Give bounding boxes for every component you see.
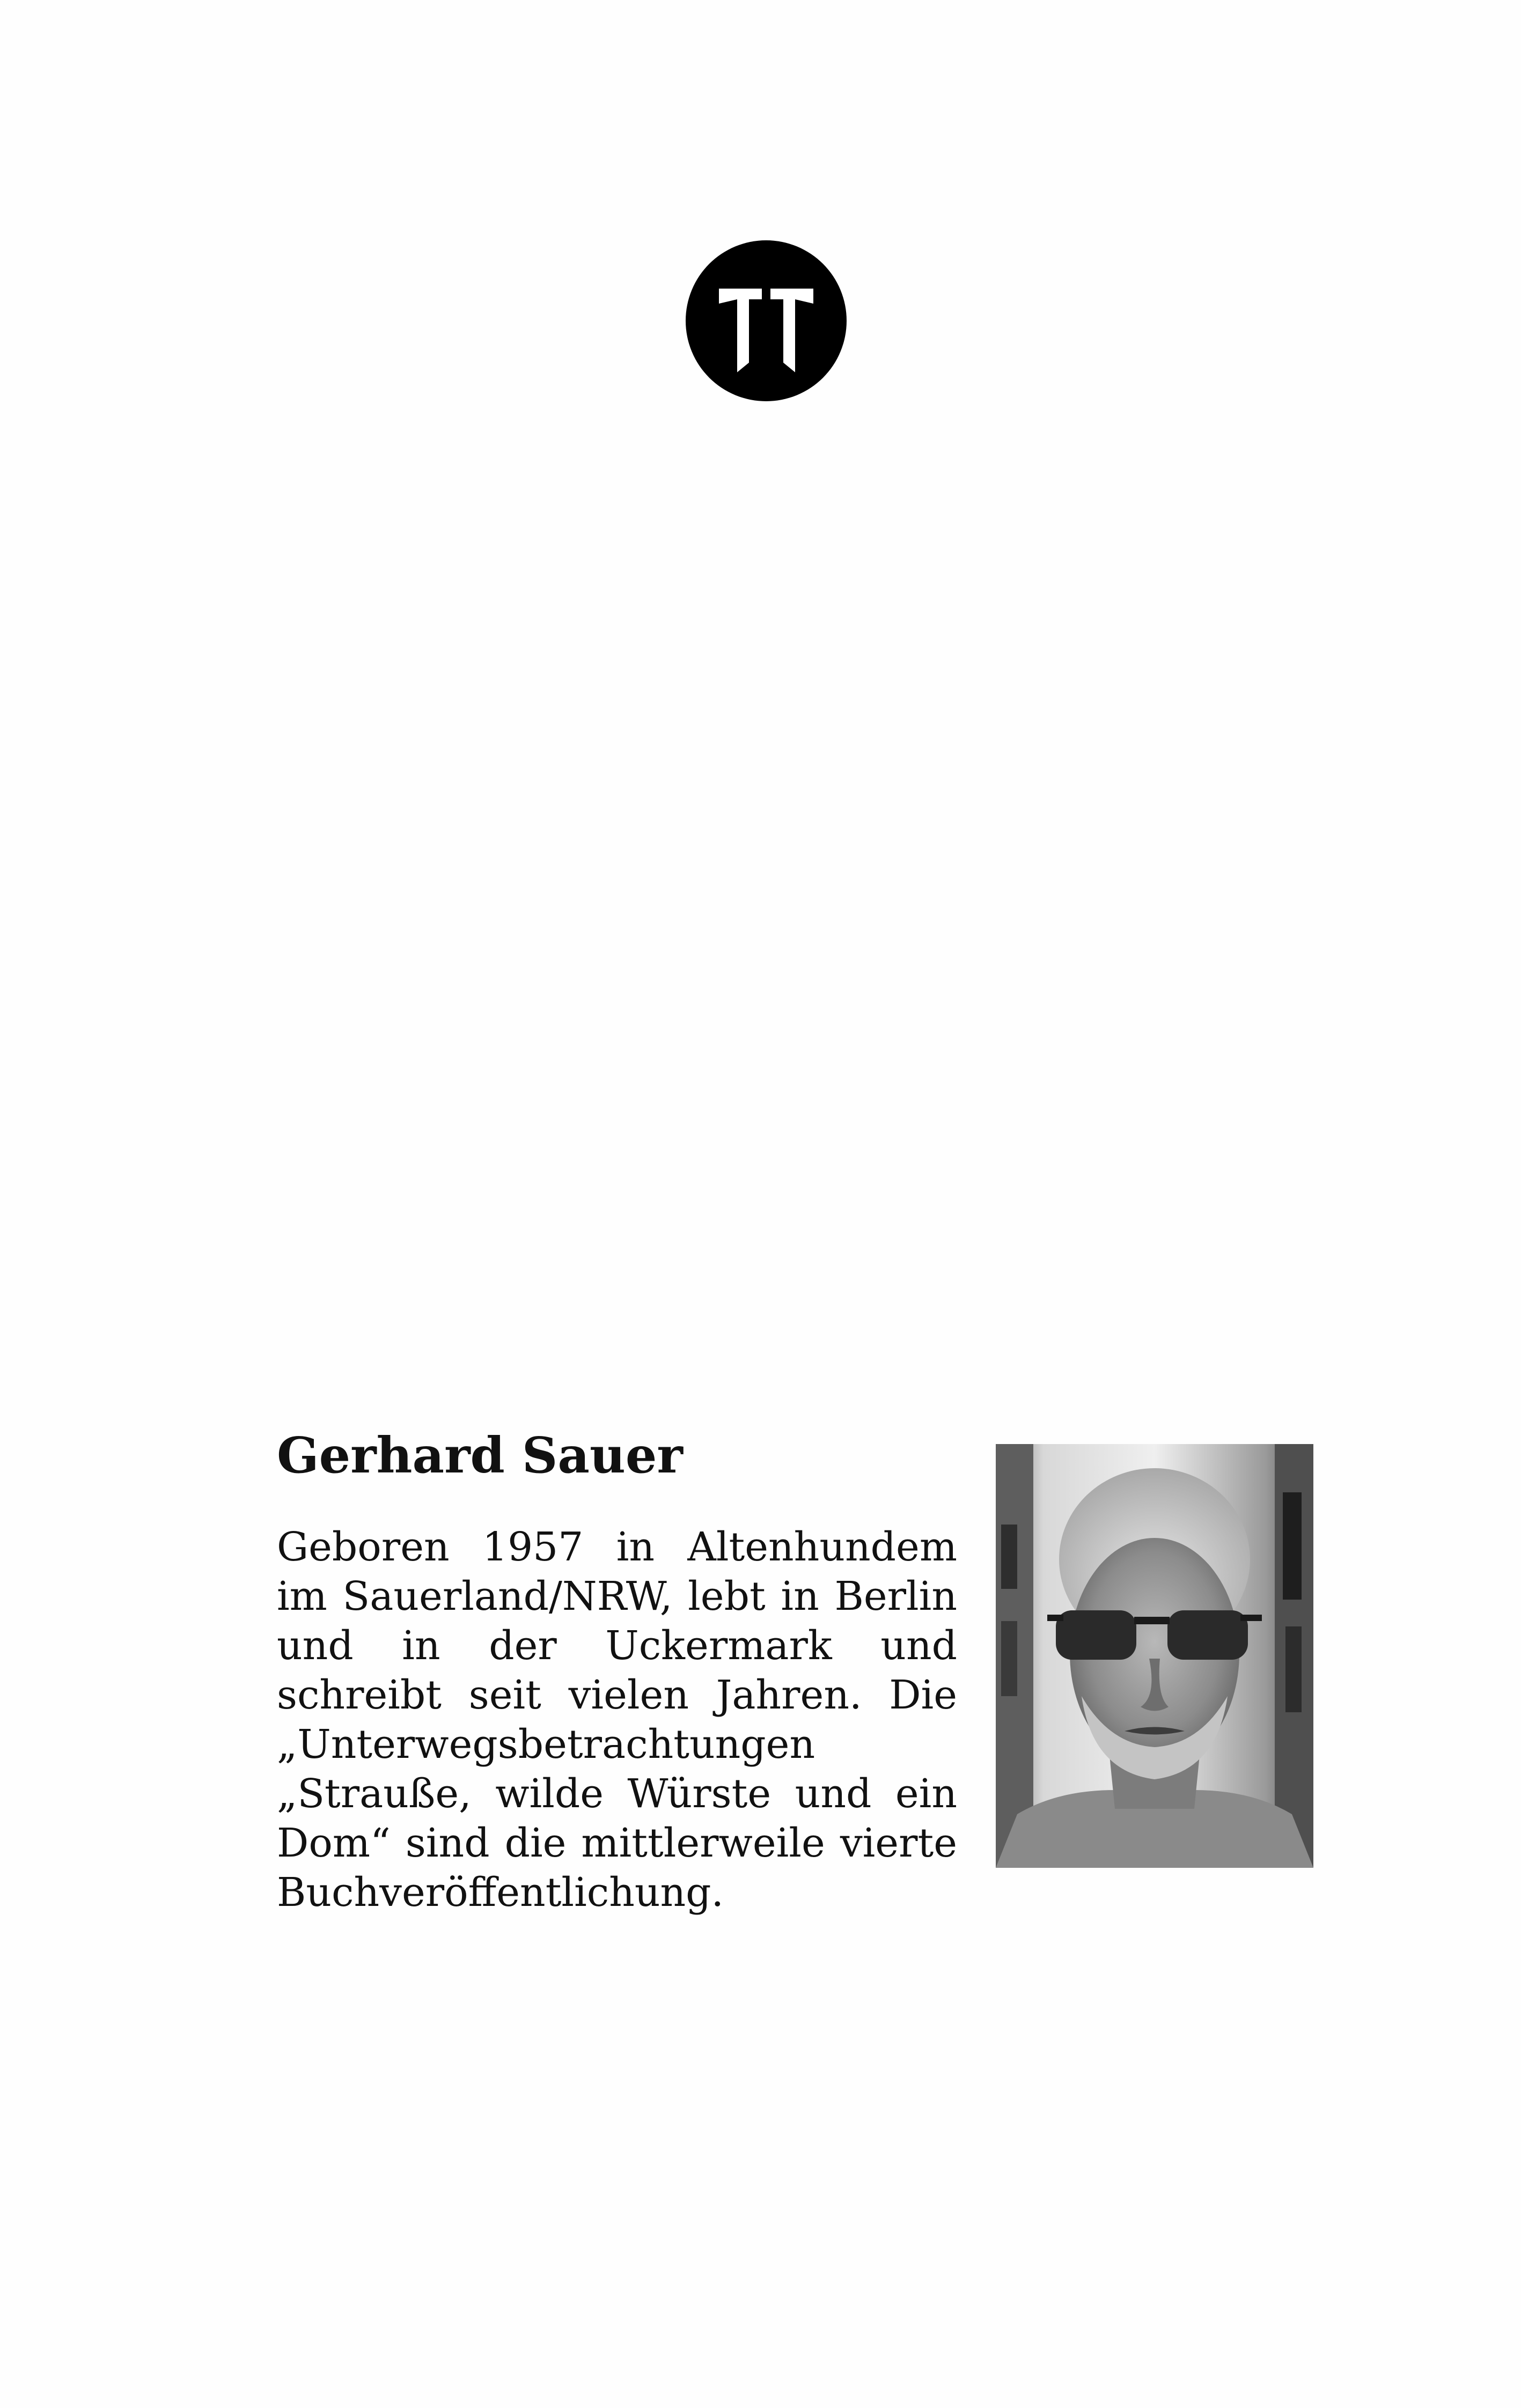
author-portrait	[996, 1444, 1313, 1868]
author-bio: Geboren 1957 in Altenhundem im Sauerland/NRW, lebt in Berlin und in der Uckermark und schreibt seit vielen Jahren. Die „Unterwegsbetrachtungen „Strauße, wilde Würste und ein Dom“ sind die mittlerweile vierte Buchveröffentlichung.	[277, 1524, 957, 1916]
publisher-logo-icon	[686, 240, 847, 401]
author-name: Gerhard Sauer	[277, 1426, 683, 1484]
